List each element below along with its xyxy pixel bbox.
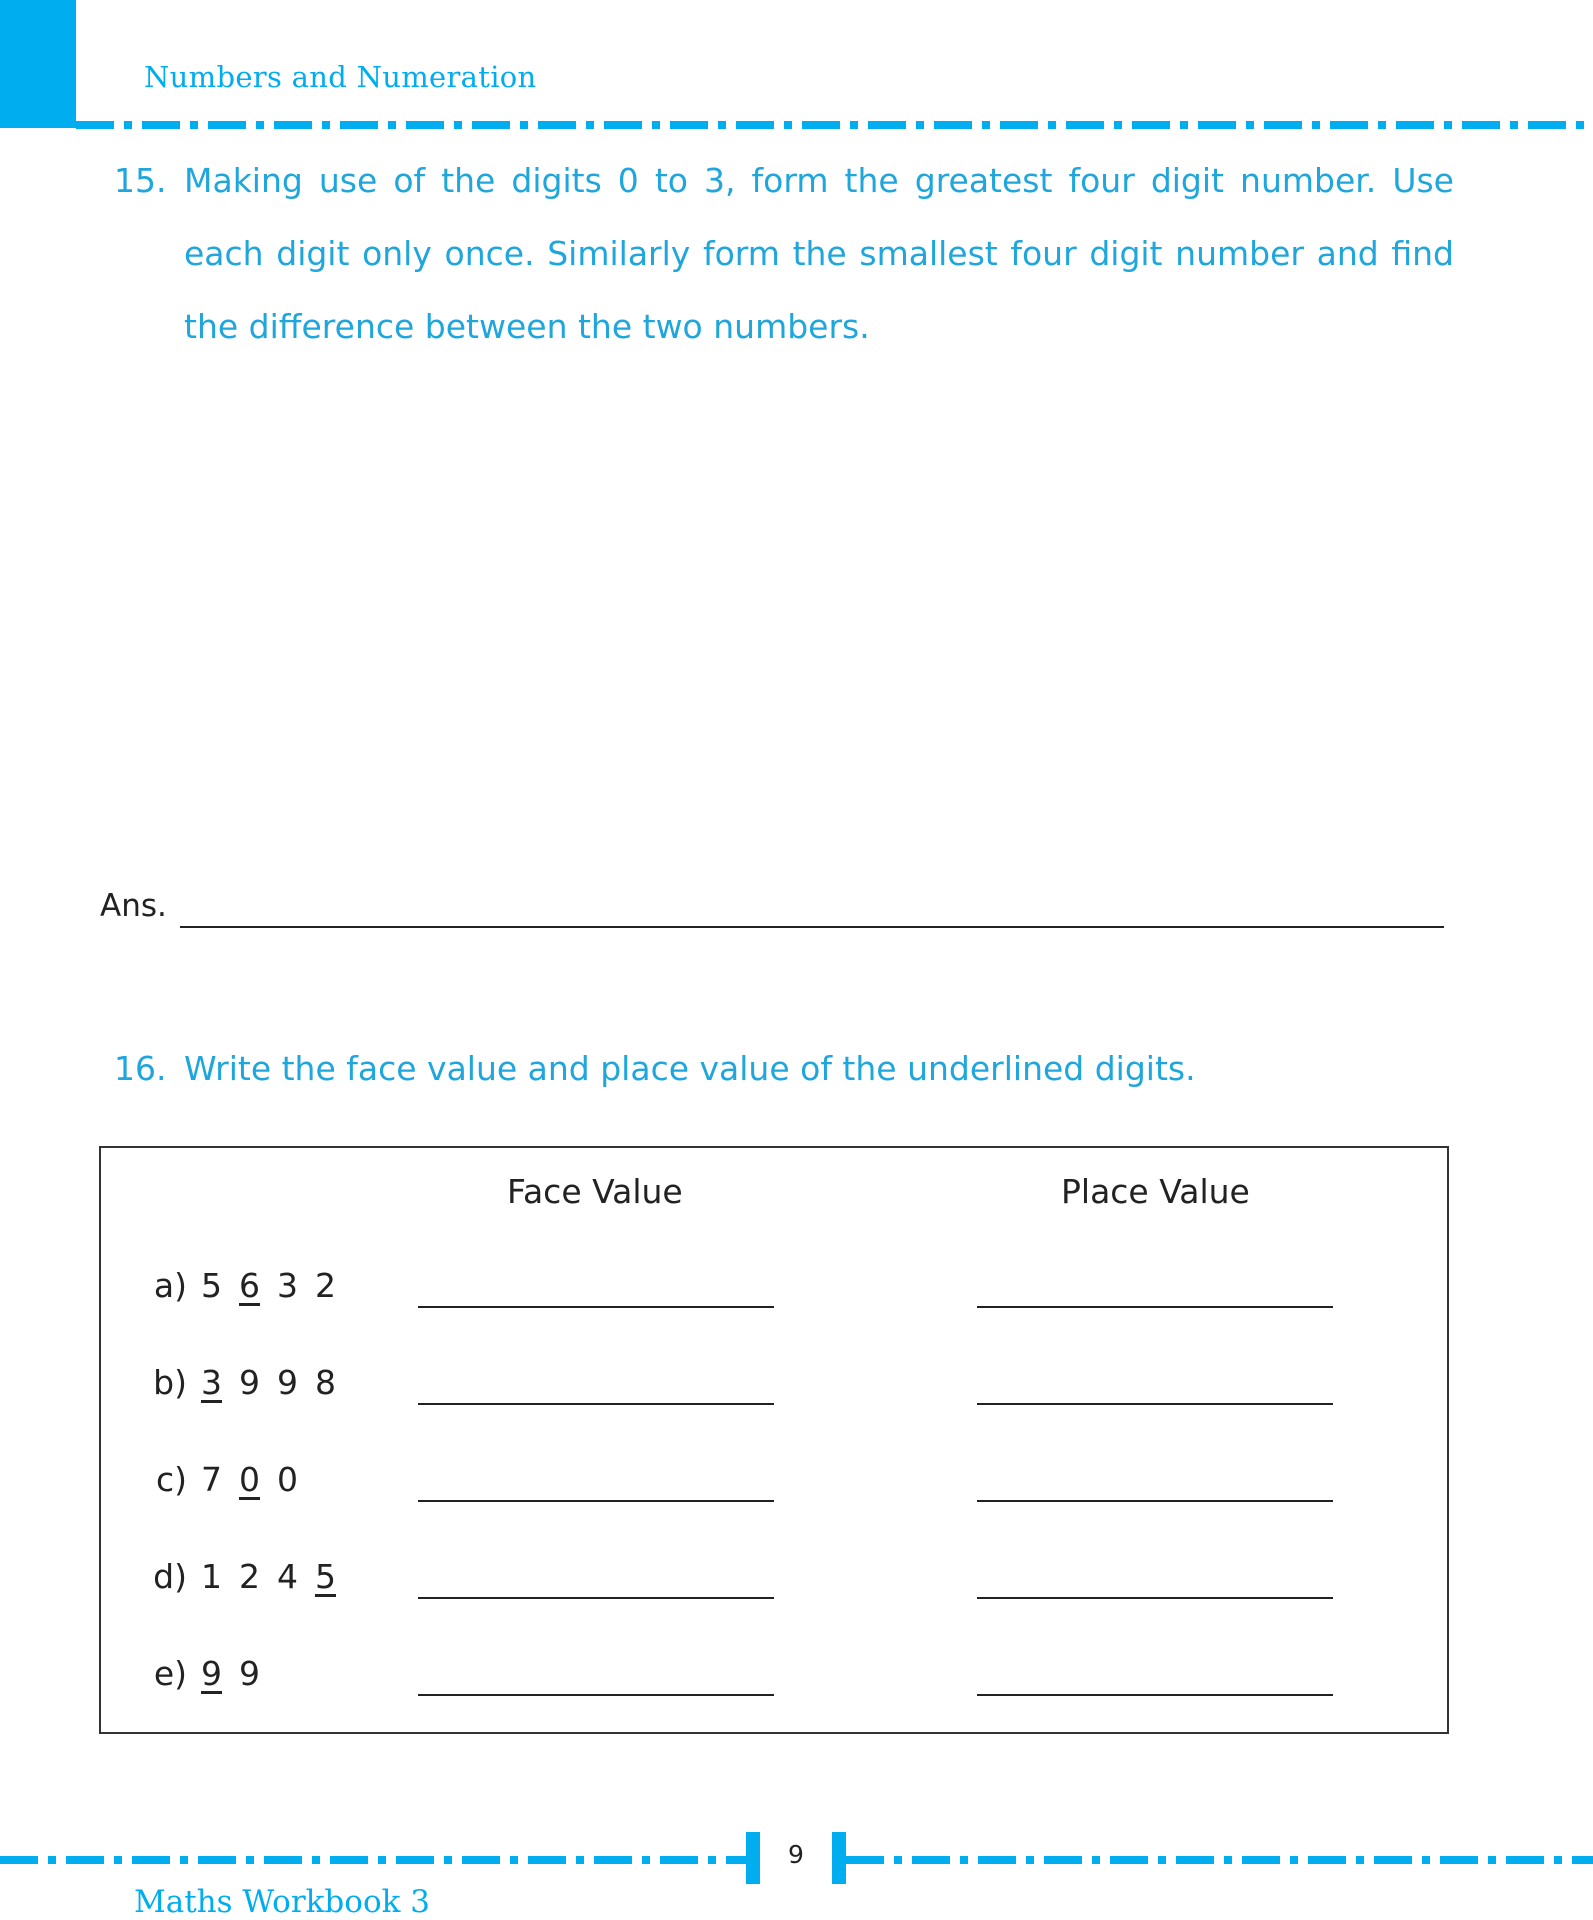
digit: 3 xyxy=(201,1363,222,1402)
digit: 9 xyxy=(277,1363,298,1402)
face-value-blank[interactable] xyxy=(418,1306,774,1308)
place-value-header: Place Value xyxy=(1061,1172,1250,1211)
item-label: e) xyxy=(153,1654,187,1693)
page-number-bracket-right xyxy=(832,1832,846,1884)
item-label: a) xyxy=(153,1266,187,1305)
face-value-blank[interactable] xyxy=(418,1694,774,1696)
digit: 5 xyxy=(315,1557,336,1596)
digit: 5 xyxy=(201,1266,222,1305)
item-number xyxy=(135,1654,277,1693)
book-title: Maths Workbook 3 xyxy=(134,1884,430,1920)
footer-dashed-rule-right xyxy=(846,1856,1593,1864)
question-16 xyxy=(114,1032,1454,1105)
table-row xyxy=(101,1363,1447,1423)
face-value-header: Face Value xyxy=(507,1172,683,1211)
digit: 4 xyxy=(277,1557,298,1596)
digit: 9 xyxy=(239,1363,260,1402)
digit: 7 xyxy=(201,1460,222,1499)
item-label: b) xyxy=(153,1363,187,1402)
item-number xyxy=(135,1460,315,1499)
question-text: Write the face value and place value of the underlined digits. xyxy=(184,1049,1196,1088)
place-value-blank[interactable] xyxy=(977,1306,1333,1308)
question-number: 15. xyxy=(114,161,167,200)
table-row xyxy=(101,1654,1447,1714)
header-dashed-rule xyxy=(76,121,1593,129)
page-number-bracket-left xyxy=(746,1832,760,1884)
table-row xyxy=(101,1557,1447,1617)
item-number xyxy=(135,1266,353,1305)
item-label: d) xyxy=(153,1557,187,1596)
question-text: Making use of the digits 0 to 3, form the greatest four digit number. Use each digit only once. Similarly form the smallest four digit number and find the difference between the two numbers. xyxy=(184,161,1454,346)
face-place-value-table xyxy=(99,1146,1449,1734)
question-number: 16. xyxy=(114,1049,167,1088)
digit: 8 xyxy=(315,1363,336,1402)
digit: 2 xyxy=(315,1266,336,1305)
item-number xyxy=(135,1363,353,1402)
table-row xyxy=(101,1460,1447,1520)
chapter-tab-block xyxy=(0,0,76,128)
digit: 3 xyxy=(277,1266,298,1305)
item-number xyxy=(135,1557,353,1596)
place-value-blank[interactable] xyxy=(977,1403,1333,1405)
digit: 9 xyxy=(201,1654,222,1693)
face-value-blank[interactable] xyxy=(418,1597,774,1599)
place-value-blank[interactable] xyxy=(977,1597,1333,1599)
digit: 0 xyxy=(277,1460,298,1499)
answer-line[interactable] xyxy=(180,926,1444,928)
footer-dashed-rule-left xyxy=(0,1856,746,1864)
place-value-blank[interactable] xyxy=(977,1500,1333,1502)
answer-label: Ans. xyxy=(100,888,167,924)
digit: 9 xyxy=(239,1654,260,1693)
digit: 2 xyxy=(239,1557,260,1596)
question-15 xyxy=(114,144,1454,363)
page-number: 9 xyxy=(788,1840,804,1869)
face-value-blank[interactable] xyxy=(418,1403,774,1405)
chapter-title: Numbers and Numeration xyxy=(144,60,537,94)
digit: 1 xyxy=(201,1557,222,1596)
digit: 6 xyxy=(239,1266,260,1305)
place-value-blank[interactable] xyxy=(977,1694,1333,1696)
face-value-blank[interactable] xyxy=(418,1500,774,1502)
table-row xyxy=(101,1266,1447,1326)
digit: 0 xyxy=(239,1460,260,1499)
item-label: c) xyxy=(155,1460,187,1499)
